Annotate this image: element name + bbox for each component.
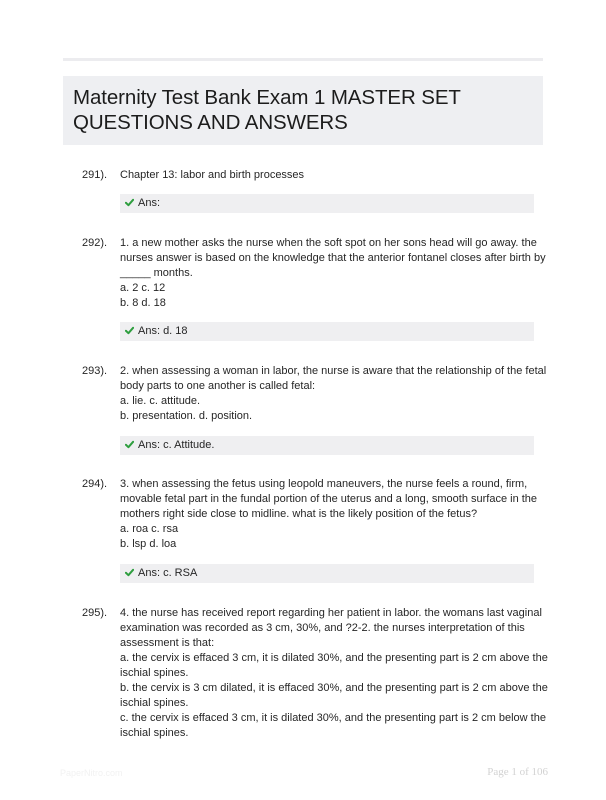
question-number: 291). <box>82 169 108 181</box>
question-line: movable fetal part in the fundal portion of the uterus and a long, smooth surface in the <box>120 493 538 505</box>
question-line: a. lie. c. attitude. <box>120 395 201 407</box>
page-indicator: Page 1 of 106 <box>487 766 548 778</box>
question-line: nurses answer is based on the knowledge that the anterior fontanel closes after birth by <box>120 252 546 264</box>
question-line: _____ months. <box>120 267 193 279</box>
answer-box <box>120 322 534 341</box>
question-line: 3. when assessing the fetus using leopold maneuvers, the nurse feels a round, firm, <box>120 478 528 490</box>
answer-text: Ans: c. RSA <box>138 567 198 579</box>
question-line: a. the cervix is effaced 3 cm, it is dilated 30%, and the presenting part is 2 cm above the <box>120 652 548 664</box>
question-number: 295). <box>82 607 108 619</box>
title-line: Maternity Test Bank Exam 1 MASTER SET <box>73 86 461 109</box>
question-line: examination was recorded as 3 cm, 30%, and ?2-2. the nurses interpretation of this <box>120 622 525 634</box>
question-text <box>120 236 546 311</box>
question-line: assessment is that: <box>120 637 215 649</box>
question-number: 293). <box>82 365 108 377</box>
document-title <box>73 85 533 135</box>
question-line: ischial spines. <box>120 727 189 739</box>
question-text <box>120 364 547 424</box>
question-line: body parts to one another is called fetal: <box>120 380 316 392</box>
question-line: Chapter 13: labor and birth processes <box>120 169 305 181</box>
title-line: QUESTIONS AND ANSWERS <box>73 111 348 134</box>
question-line: a. roa c. rsa <box>120 523 179 535</box>
title-banner <box>63 76 543 145</box>
question-line: b. 8 d. 18 <box>120 297 166 309</box>
question-line: b. lsp d. loa <box>120 538 177 550</box>
check-icon <box>125 440 134 449</box>
top-divider <box>63 58 543 61</box>
question-line: 1. a new mother asks the nurse when the soft spot on her sons head will go away. the <box>120 237 537 249</box>
footer-watermark: PaperNitro.com <box>60 768 123 778</box>
question-text <box>120 168 538 183</box>
question-number: 292). <box>82 237 108 249</box>
check-icon <box>125 326 134 335</box>
check-icon <box>125 198 134 207</box>
question-line: b. the cervix is 3 cm dilated, it is effaced 30%, and the presenting part is 2 cm above the <box>120 682 548 694</box>
answer-box <box>120 564 534 583</box>
question-number: 294). <box>82 478 108 490</box>
answer-box <box>120 436 534 455</box>
question-line: ischial spines. <box>120 697 189 709</box>
answer-text: Ans: <box>138 197 161 209</box>
question-line: mothers right side close to midline. what is the likely position of the fetus? <box>120 508 478 520</box>
question-line: ischial spines. <box>120 667 189 679</box>
answer-text: Ans: c. Attitude. <box>138 439 215 451</box>
question-line: c. the cervix is effaced 3 cm, it is dilated 30%, and the presenting part is 2 cm below the <box>120 712 546 724</box>
question-text <box>120 477 538 552</box>
check-icon <box>125 568 134 577</box>
question-text <box>120 606 548 741</box>
question-line: a. 2 c. 12 <box>120 282 166 294</box>
answer-box <box>120 194 534 213</box>
question-line: b. presentation. d. position. <box>120 410 253 422</box>
question-line: 2. when assessing a woman in labor, the nurse is aware that the relationship of the fetal <box>120 365 547 377</box>
question-line: 4. the nurse has received report regarding her patient in labor. the womans last vaginal <box>120 607 542 619</box>
answer-text: Ans: d. 18 <box>138 325 188 337</box>
